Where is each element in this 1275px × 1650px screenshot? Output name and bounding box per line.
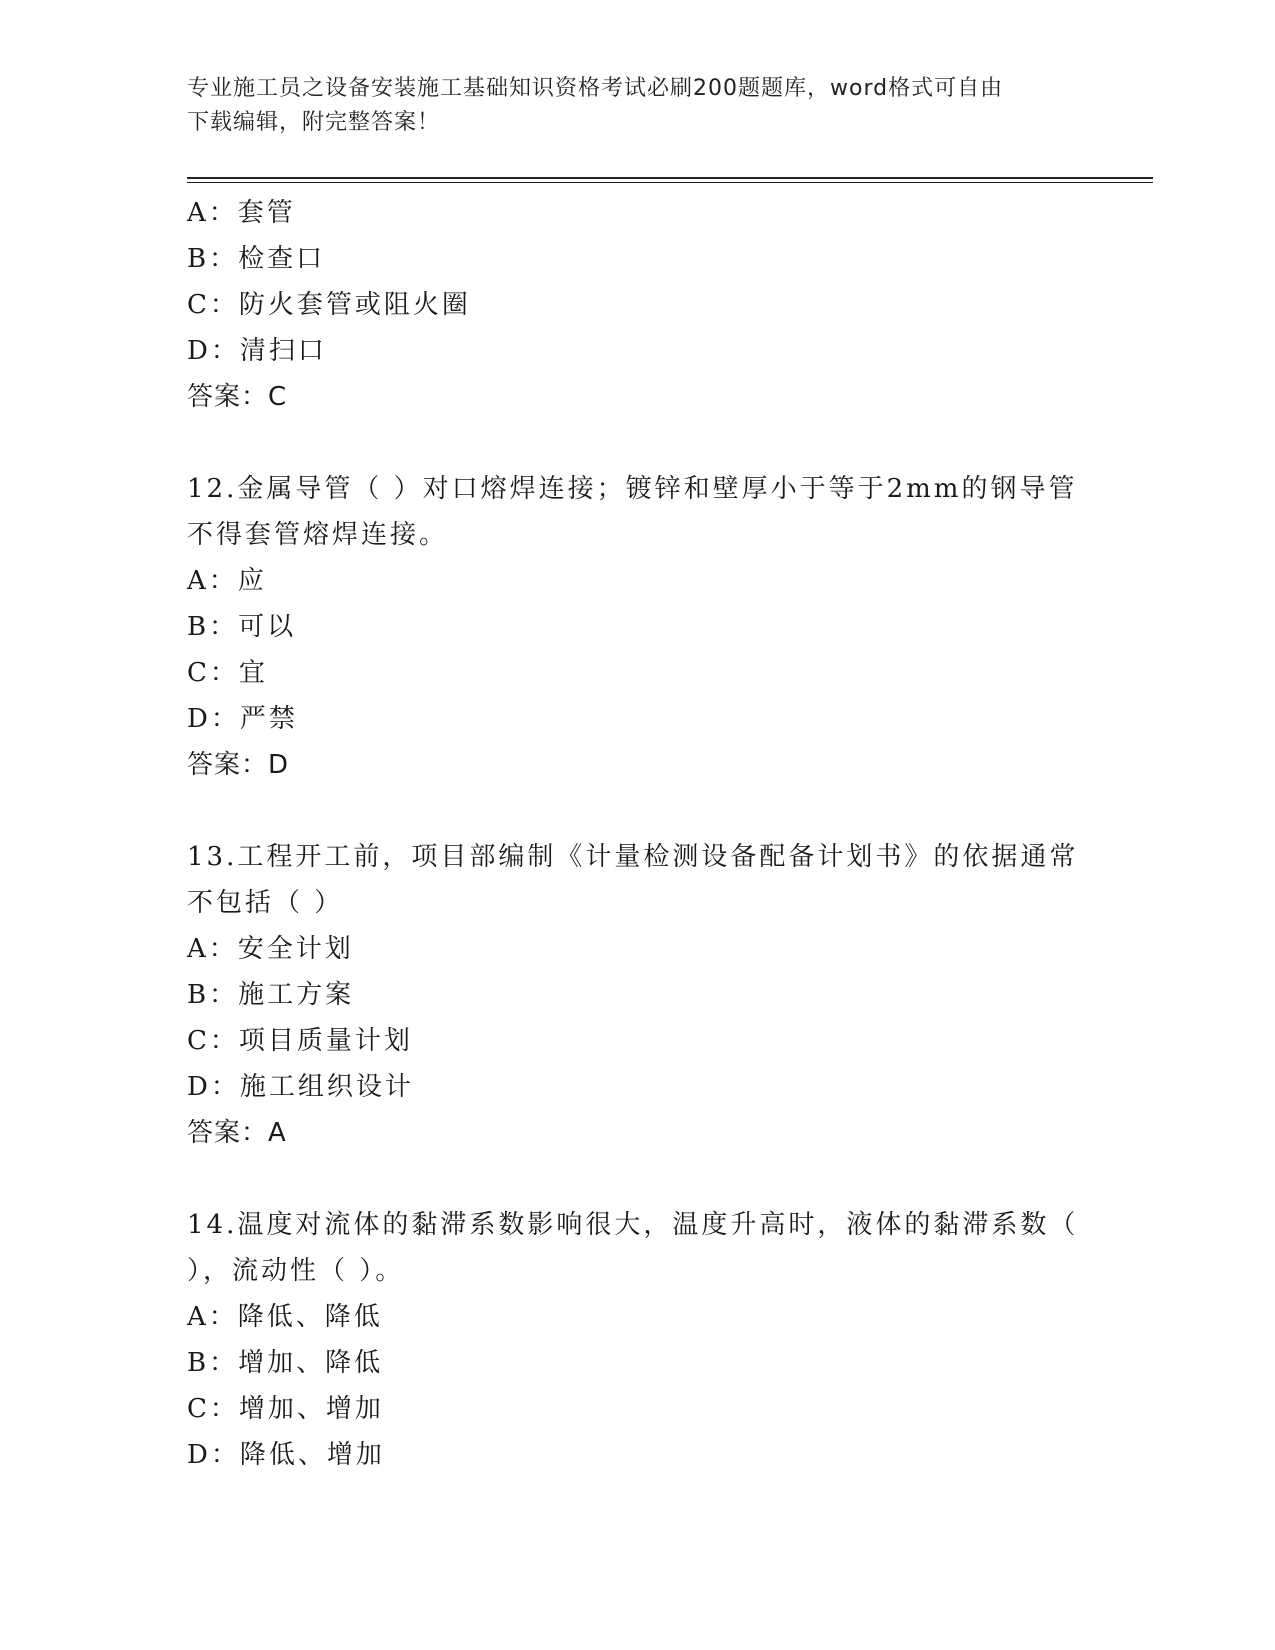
answer: 答案：D: [187, 750, 290, 780]
option-b: B：可以: [187, 612, 297, 642]
option-c: C：增加、增加: [187, 1394, 384, 1424]
question-text-line-1: 14.温度对流体的黏滞系数影响很大，温度升高时，液体的黏滞系数（: [187, 1210, 1079, 1240]
header-line-2: 下载编辑，附完整答案！: [187, 110, 441, 135]
option-a: A：降低、降低: [187, 1302, 383, 1332]
option-c: C：项目质量计划: [187, 1026, 413, 1056]
question-12: [187, 466, 1087, 788]
option-c: C：防火套管或阻火圈: [187, 290, 471, 320]
question-13: [187, 834, 1087, 1156]
answer: 答案：C: [187, 382, 288, 412]
question-14: [187, 1202, 1087, 1478]
option-a: A：套管: [187, 198, 296, 228]
option-a: A：安全计划: [187, 934, 354, 964]
answer: 答案：A: [187, 1118, 287, 1148]
question-11: [187, 190, 1087, 420]
header-rule-thick: [187, 177, 1153, 179]
option-b: B：增加、降低: [187, 1348, 384, 1378]
document-header: [187, 72, 1067, 140]
option-b: B：施工方案: [187, 980, 355, 1010]
question-text-line-2: 不得套管熔焊连接。: [187, 520, 449, 550]
option-d: D：施工组织设计: [187, 1072, 414, 1102]
question-text-line-1: 12.金属导管（ ）对口熔焊连接；镀锌和壁厚小于等于2mm的钢导管: [187, 474, 1078, 504]
option-d: D：严禁: [187, 704, 298, 734]
question-text-line-1: 13.工程开工前，项目部编制《计量检测设备配备计划书》的依据通常: [187, 842, 1079, 872]
option-d: D：清扫口: [187, 336, 327, 366]
question-text-line-2: 不包括（ ）: [187, 888, 344, 918]
option-a: A：应: [187, 566, 267, 596]
header-line-1: 专业施工员之设备安装施工基础知识资格考试必刷200题题库，word格式可自由: [187, 76, 1004, 101]
option-d: D：降低、增加: [187, 1440, 385, 1470]
header-rule-thin: [187, 182, 1153, 183]
option-b: B：检查口: [187, 244, 326, 274]
option-c: C：宜: [187, 658, 268, 688]
document-body: [187, 190, 1087, 1478]
question-text-line-2: ），流动性（ ）。: [187, 1256, 405, 1286]
